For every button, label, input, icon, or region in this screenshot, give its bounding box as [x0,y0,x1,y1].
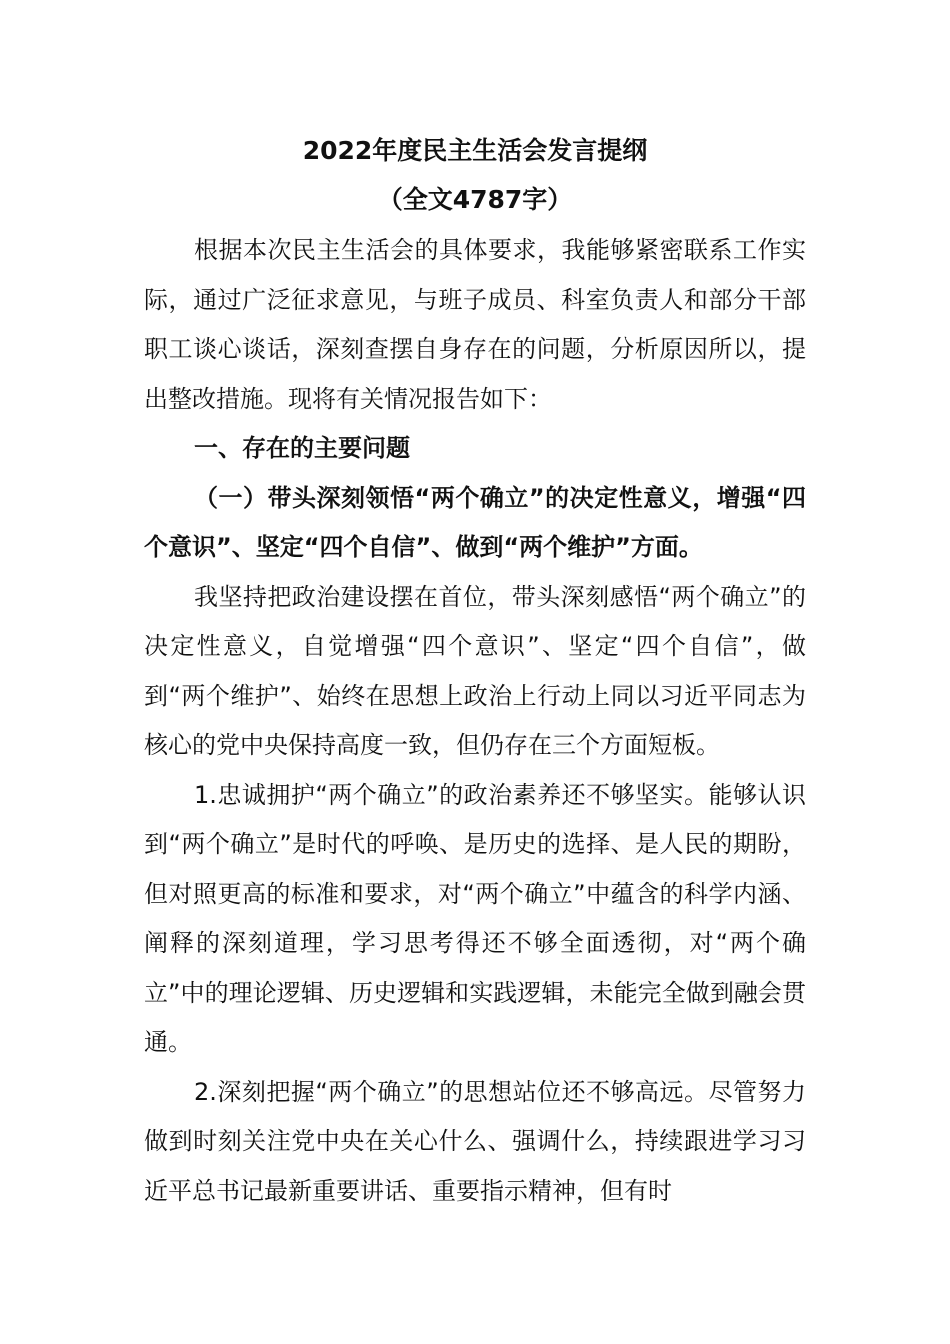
section-heading: 一、存在的主要问题 [194,434,410,462]
intro-paragraph: 根据本次民主生活会的具体要求，我能够紧密联系工作实际，通过广泛征求意见，与班子成员、科室负责人和部分干部职工谈心谈话，深刻查摆自身存在的问题，分析原因所以，提出整改措施。现将有关情况报告如下： [144,236,806,413]
body-paragraph: 我坚持把政治建设摆在首位，带头深刻感悟“两个确立”的决定性意义，自觉增强“四个意识”、坚定“四个自信”，做到“两个维护”、始终在思想上政治上行动上同以习近平同志为核心的党中央保持高度一致，但仍存在三个方面短板。 [144,582,806,759]
subsection-heading: （一）带头深刻领悟“两个确立”的决定性意义，增强“四个意识”、坚定“四个自信”、做到“两个维护”方面。 [144,483,806,561]
document-body [144,226,806,1216]
document-title: 2022年度民主生活会发言提纲 [302,136,648,165]
document-subtitle: （全文4787字） [377,185,573,214]
numbered-paragraph-1: 1.忠诚拥护“两个确立”的政治素养还不够坚实。能够认识到“两个确立”是时代的呼唤、是历史的选择、是人民的期盼，但对照更高的标准和要求，对“两个确立”中蕴含的科学内涵、阐释的深刻道理，学习思考得还不够全面透彻，对“两个确立”中的理论逻辑、历史逻辑和实践逻辑，未能完全做到融会贯通。 [144,780,806,1056]
numbered-paragraph-2: 2.深刻把握“两个确立”的思想站位还不够高远。尽管努力做到时刻关注党中央在关心什么、强调什么，持续跟进学习习近平总书记最新重要讲话、重要指示精神，但有时 [144,1077,806,1205]
